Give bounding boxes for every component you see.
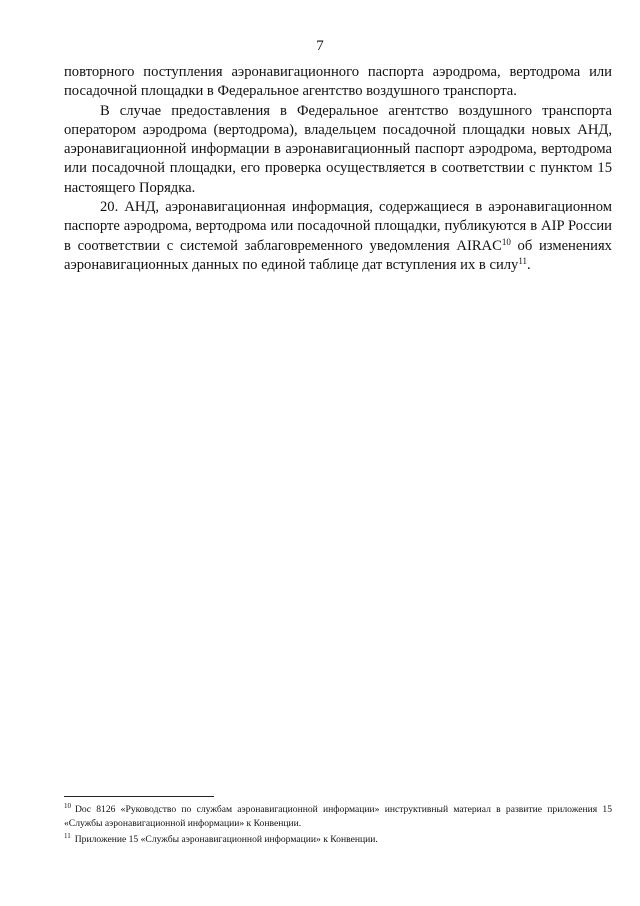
footnote-11 xyxy=(64,833,612,847)
footnote-text: Doc 8126 «Руководство по службам аэронавигационной информации» инструктивный материал в развитие приложения 15 «Службы аэронавигационной информации» к Конвенции. xyxy=(64,804,612,829)
paragraph-new-and-check: В случае предоставления в Федеральное агентство воздушного транспорта оператором аэродрома (вертодрома), владельцем посадочной площадки новых АНД, аэронавигационной информации в аэронавигационный паспорт аэродрома, вертодрома или посадочной площадки, его проверка осуществляется в соответствии с пунктом 15 настоящего Порядка. xyxy=(64,102,612,196)
paragraph-item-20-part-1: 20. АНД, аэронавигационная информация, содержащиеся в аэронавигационном паспорте аэродрома, вертодрома или посадочной площадки, публикуются в AIP России в соответствии с системой заблаговременного уведомления AIRAC xyxy=(64,199,612,254)
paragraph-item-20 xyxy=(64,198,612,275)
footnote-10 xyxy=(64,803,612,831)
footnote-number: 11 xyxy=(64,832,71,840)
page-number: 7 xyxy=(316,38,324,54)
paragraph-item-20-part-3: . xyxy=(527,256,531,273)
footnote-number: 10 xyxy=(64,802,71,810)
footnotes xyxy=(64,796,612,849)
footnote-ref-10[interactable]: 10 xyxy=(501,236,511,247)
footnote-text: Приложение 15 «Службы аэронавигационной информации» к Конвенции. xyxy=(74,834,378,845)
footnote-ref-11[interactable]: 11 xyxy=(518,255,528,266)
body-text xyxy=(64,63,612,275)
footnote-separator xyxy=(64,796,214,797)
paragraph-continuation: повторного поступления аэронавигационного паспорта аэродрома, вертодрома или посадочной площадки в Федеральное агентство воздушного транспорта. xyxy=(64,64,612,100)
paragraph-item-20-part-2: об изменениях аэронавигационных данных по единой таблице дат вступления их в силу xyxy=(64,237,612,273)
